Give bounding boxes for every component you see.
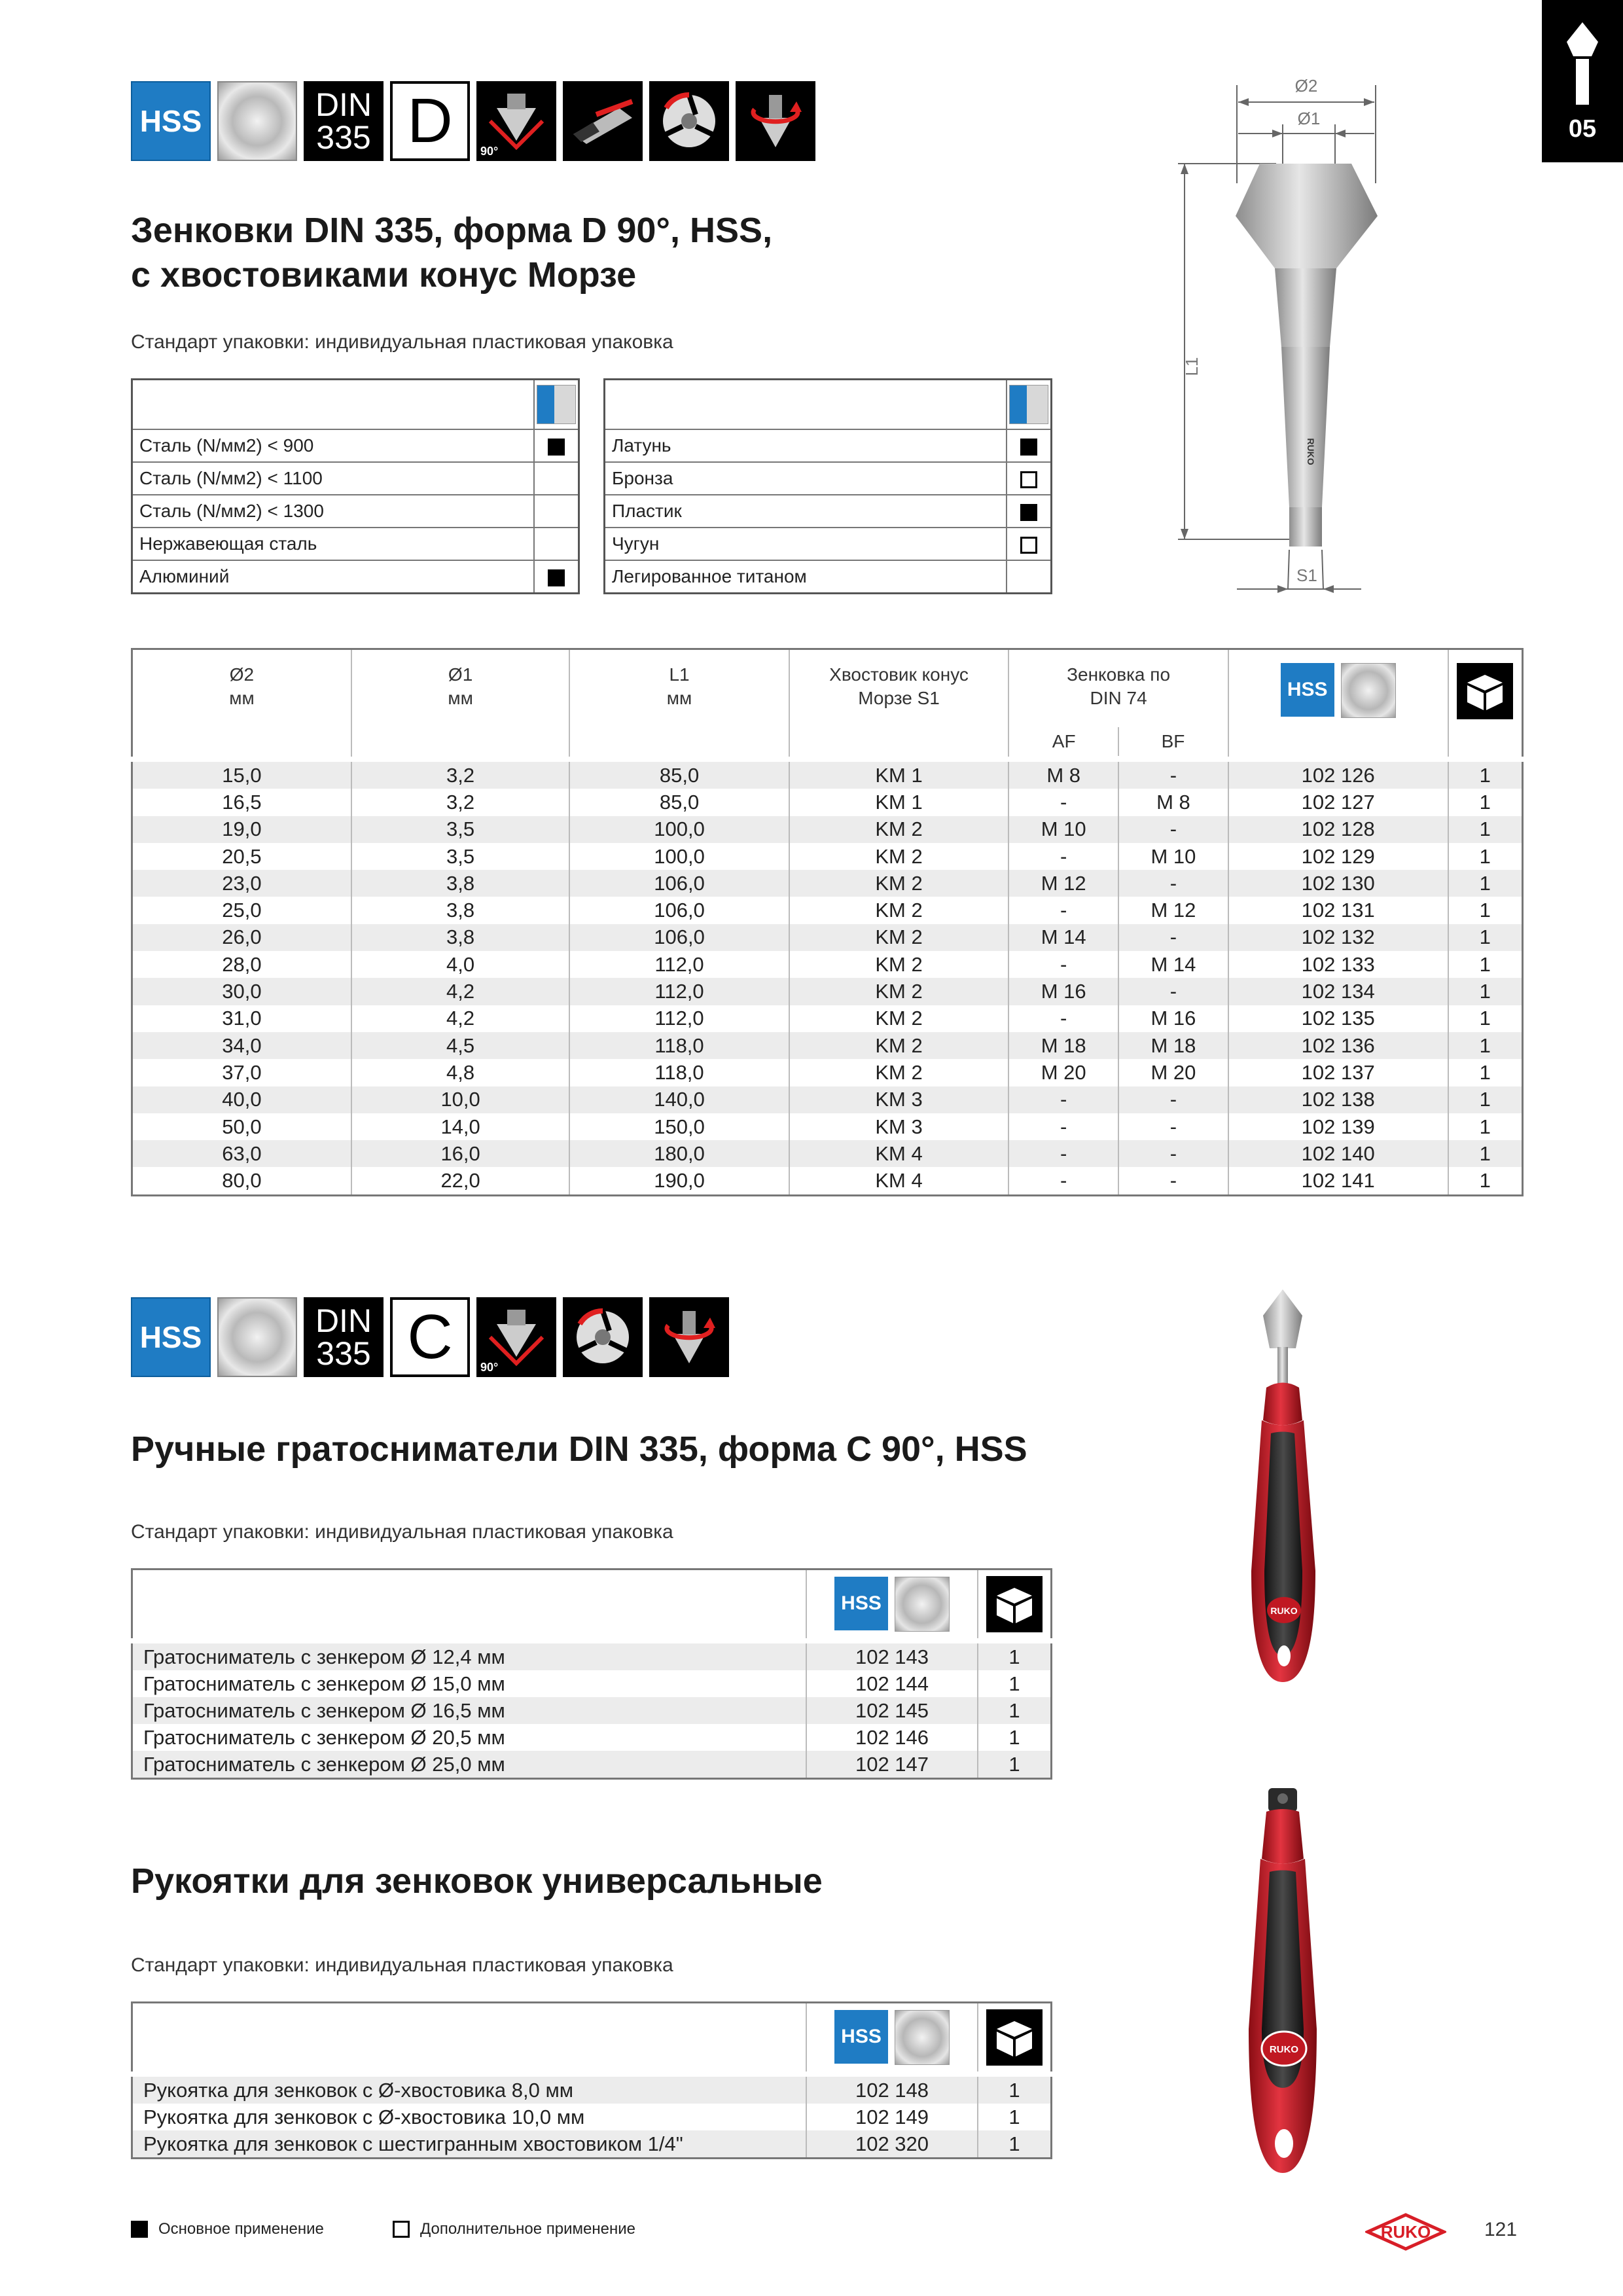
section3-packaging: Стандарт упаковки: индивидуальная пластиковая упаковка [131,1954,673,1976]
table-cell: 1 [1448,1140,1523,1167]
rotation-icon [736,81,815,161]
table-cell: - [1118,759,1228,789]
table-cell: 22,0 [351,1167,569,1195]
brand-marking: RUKO [1306,438,1316,465]
table-cell: - [1008,1113,1118,1140]
table-cell: 30,0 [132,978,351,1005]
table-cell: 102 140 [1228,1140,1448,1167]
l1-label: L1 [1182,357,1202,376]
table-row [132,789,1523,816]
table-cell: 1 [1479,844,1491,868]
table-cell: KM 4 [789,1167,1009,1195]
table-cell: 1 [1479,1169,1491,1193]
table-cell: 102 147 [806,1751,978,1779]
table-cell: 102 144 [806,1670,978,1697]
chapter-tab [1542,0,1623,162]
table-cell: 102 138 [1228,1086,1448,1113]
table-cell: 102 135 [1228,1005,1448,1032]
table-row [132,1167,1523,1195]
col-d2: Ø2 мм [132,649,351,760]
table-row [132,1641,1052,1670]
hss-material-icon [537,385,576,424]
deburrer-photo [1230,1289,1348,1702]
table-cell: 1 [1479,1115,1491,1138]
table-cell: KM 2 [789,951,1009,978]
col-qty [1448,649,1523,760]
col-bf: BF [1161,731,1185,751]
table-cell: 20,5 [132,843,351,870]
table-cell: M 12 [1008,870,1118,897]
table-cell: 1 [1008,1672,1020,1695]
table-cell: - [1008,1005,1118,1032]
table-cell: 102 127 [1228,789,1448,816]
table-cell: 14,0 [351,1113,569,1140]
table-row [132,951,1523,978]
table-cell: Рукоятка для зенковок с шестигранным хвостовиком 1/4" [132,2130,807,2159]
page-number: 121 [1484,2219,1518,2240]
table-cell: M 10 [1008,816,1118,843]
table-cell: 16,0 [351,1140,569,1167]
table-cell: - [1008,951,1118,978]
table-cell: 3,5 [351,816,569,843]
table-cell: 40,0 [132,1086,351,1113]
material-name: Сталь (N/мм2) < 1300 [132,495,534,528]
material-name: Сталь (N/мм2) < 900 [132,429,534,462]
legend-extra: Дополнительное применение [393,2220,635,2238]
table-cell: 1 [1448,816,1523,843]
table-row [132,1113,1523,1140]
din-335-icon: DIN 335 [304,81,383,161]
table-row [132,816,1523,843]
table-cell: - [1008,789,1118,816]
table-cell: - [1118,816,1228,843]
table-row [132,1751,1052,1779]
countersink-spec-table [131,648,1524,1196]
table-row [132,870,1523,897]
material-name: Сталь (N/мм2) < 1100 [132,462,534,495]
table-cell: 4,0 [351,951,569,978]
angle-90-icon: 90° [476,1297,556,1377]
handle-photo [1230,1780,1348,2186]
main-use-mark [548,439,565,456]
table-cell: 1 [1479,952,1491,976]
table-cell: M 16 [1008,978,1118,1005]
table-cell: Гратосниматель с зенкером Ø 15,0 мм [132,1670,807,1697]
table-row [132,759,1523,789]
table-cell: 16,5 [132,789,351,816]
table-cell: 1 [1448,759,1523,789]
table-cell: 100,0 [569,816,789,843]
material-name: Латунь [605,429,1007,462]
table-cell: 1 [1448,1086,1523,1113]
hss-icon: HSS [131,1297,211,1377]
table-cell: 25,0 [132,897,351,924]
table-cell: 106,0 [569,870,789,897]
main-use-mark [1020,504,1037,521]
table-cell: 31,0 [132,1005,351,1032]
table-cell: - [1118,1140,1228,1167]
table-cell: 102 320 [806,2130,978,2159]
table-cell: 26,0 [132,924,351,951]
chapter-number: 05 [1568,115,1597,143]
col-article [1228,649,1448,760]
table-cell: 102 136 [1228,1032,1448,1059]
extra-use-mark [393,2221,410,2238]
material-name: Алюминий [132,560,534,594]
ruko-logo [1365,2212,1446,2251]
table-cell: 1 [1008,2105,1020,2128]
table-cell: Гратосниматель с зенкером Ø 16,5 мм [132,1697,807,1724]
section3-title: Рукоятки для зенковок универсальные [131,1861,823,1901]
table-cell: 150,0 [569,1113,789,1140]
table-cell: 23,0 [132,870,351,897]
table-cell: 1 [1479,1007,1491,1030]
table-cell: 1 [978,1751,1052,1779]
table-cell: Рукоятка для зенковок с Ø-хвостовика 8,0 мм [132,2074,807,2104]
table-cell: 102 126 [1228,759,1448,789]
table-cell: 102 145 [806,1697,978,1724]
metal-finish-icon [1341,663,1396,718]
table-row [132,843,1523,870]
table-cell: 3,2 [351,789,569,816]
table-cell: Гратосниматель с зенкером Ø 12,4 мм [132,1641,807,1670]
section1-title: Зенковки DIN 335, форма D 90°, HSS, с хвостовиками конус Морзе [131,211,773,295]
package-box-icon [1457,663,1513,719]
main-use-mark [1020,439,1037,456]
table-row [132,1724,1052,1751]
table-cell: Гратосниматель с зенкером Ø 25,0 мм [132,1751,807,1779]
table-cell: 28,0 [132,951,351,978]
table-cell: M 8 [1008,759,1118,789]
table-cell: 85,0 [569,759,789,789]
table-cell: 10,0 [351,1086,569,1113]
extra-use-mark [1020,471,1037,488]
table-cell: KM 3 [789,1086,1009,1113]
table-cell: 3,8 [351,924,569,951]
table-cell: M 14 [1118,951,1228,978]
table-cell: M 14 [1008,924,1118,951]
materials-table-right [603,378,1052,594]
table-cell: M 10 [1118,843,1228,870]
d1-label: Ø1 [1297,109,1321,128]
s1-label: S1 [1296,565,1317,585]
table-cell: 190,0 [569,1167,789,1195]
main-use-mark [548,569,565,586]
table-cell: M 8 [1118,789,1228,816]
hss-material-icon [1009,385,1048,424]
table-cell: 112,0 [569,978,789,1005]
table-cell: 102 129 [1228,843,1448,870]
table-row [132,1059,1523,1086]
hss-icon: HSS [834,1577,888,1630]
material-name: Чугун [605,528,1007,560]
table-cell: 118,0 [569,1032,789,1059]
table-cell: 102 132 [1228,924,1448,951]
table-cell: M 18 [1008,1032,1118,1059]
table-cell: 102 137 [1228,1059,1448,1086]
table-row [132,978,1523,1005]
materials-table-left [131,378,580,594]
table-cell: 102 139 [1228,1113,1448,1140]
table-cell: KM 2 [789,843,1009,870]
section1-packaging: Стандарт упаковки: индивидуальная пластиковая упаковка [131,331,673,353]
table-cell: M 16 [1118,1005,1228,1032]
table-cell: 1 [978,2130,1052,2159]
col-l1: L1 мм [569,649,789,760]
table-cell: 1 [1008,1725,1020,1749]
table-cell: - [1008,897,1118,924]
table-cell: 180,0 [569,1140,789,1167]
hss-icon: HSS [834,2010,888,2064]
table-row [132,897,1523,924]
table-cell: KM 1 [789,789,1009,816]
table-cell: 19,0 [132,816,351,843]
table-cell: 3,8 [351,870,569,897]
metal-finish-icon [217,81,297,161]
table-cell: 118,0 [569,1059,789,1086]
extra-use-mark [1020,537,1037,554]
metal-finish-icon [895,2010,950,2065]
table-cell: 140,0 [569,1086,789,1113]
table-cell: 102 143 [806,1641,978,1670]
table-row [132,1670,1052,1697]
feature-icons-2 [131,1297,729,1377]
table-cell: 1 [1448,870,1523,897]
table-row [132,2130,1052,2159]
table-cell: - [1008,1140,1118,1167]
table-cell: 80,0 [132,1167,351,1195]
table-row [132,2104,1052,2130]
table-cell: 102 130 [1228,870,1448,897]
material-name: Легированное титаном [605,560,1007,594]
angle-90-icon: 90° [476,81,556,161]
table-row [132,1005,1523,1032]
table-cell: 102 149 [806,2104,978,2130]
table-cell: 1 [1479,1060,1491,1084]
table-cell: 112,0 [569,951,789,978]
countersink-drawing [1165,72,1387,609]
three-flute-icon [563,1297,643,1377]
table-cell: 102 131 [1228,897,1448,924]
handle-brand: RUKO [1269,2044,1299,2055]
table-cell: 112,0 [569,1005,789,1032]
table-cell: - [1118,978,1228,1005]
table-cell: 4,5 [351,1032,569,1059]
table-cell: 4,8 [351,1059,569,1086]
table-cell: 100,0 [569,843,789,870]
table-cell: 4,2 [351,978,569,1005]
three-flute-icon [649,81,729,161]
table-cell: 106,0 [569,924,789,951]
table-cell: - [1118,1167,1228,1195]
table-cell: - [1118,924,1228,951]
table-cell: KM 2 [789,870,1009,897]
table-cell: KM 2 [789,924,1009,951]
form-letter-icon: C [390,1297,470,1377]
table-cell: KM 1 [789,759,1009,789]
table-cell: M 18 [1118,1032,1228,1059]
rotation-icon [649,1297,729,1377]
table-cell: 1 [1448,978,1523,1005]
table-cell: 1 [978,1697,1052,1724]
col-din74: Зенковка по DIN 74 AF BF [1008,649,1228,760]
table-cell: KM 2 [789,978,1009,1005]
handle-table [131,2001,1052,2159]
table-cell: - [1118,1113,1228,1140]
material-name: Бронза [605,462,1007,495]
hss-icon: HSS [131,81,211,161]
metal-finish-icon [895,1577,950,1632]
table-cell: 3,2 [351,759,569,789]
section2-title: Ручные гратосниматели DIN 335, форма C 90°, HSS [131,1429,1027,1469]
table-cell: 1 [978,1641,1052,1670]
section2-packaging: Стандарт упаковки: индивидуальная пластиковая упаковка [131,1521,673,1543]
material-name: Пластик [605,495,1007,528]
table-cell: 4,2 [351,1005,569,1032]
table-cell: M 12 [1118,897,1228,924]
table-cell: 102 141 [1228,1167,1448,1195]
table-cell: 1 [978,2074,1052,2104]
table-cell: 102 134 [1228,978,1448,1005]
table-cell: 63,0 [132,1140,351,1167]
table-cell: KM 3 [789,1113,1009,1140]
table-cell: 102 133 [1228,951,1448,978]
table-row [132,1032,1523,1059]
handle-brand: RUKO [1270,1605,1298,1616]
table-cell: 85,0 [569,789,789,816]
package-box-icon [986,2009,1043,2066]
deburrer-table [131,1568,1052,1780]
table-cell: - [1118,870,1228,897]
metal-finish-icon [217,1297,297,1377]
table-cell: KM 2 [789,1005,1009,1032]
table-cell: 102 128 [1228,816,1448,843]
table-cell: 1 [1479,790,1491,814]
material-name: Нержавеющая сталь [132,528,534,560]
table-cell: 1 [1448,924,1523,951]
table-cell: Гратосниматель с зенкером Ø 20,5 мм [132,1724,807,1751]
col-shank: Хвостовик конус Морзе S1 [789,649,1009,760]
table-cell: 106,0 [569,897,789,924]
table-cell: - [1008,1167,1118,1195]
table-cell: - [1118,1086,1228,1113]
morse-taper-icon [563,81,643,161]
table-cell: KM 2 [789,897,1009,924]
table-cell: 1 [1448,1032,1523,1059]
table-cell: 3,8 [351,897,569,924]
table-cell: 50,0 [132,1113,351,1140]
table-cell: KM 4 [789,1140,1009,1167]
table-cell: 34,0 [132,1032,351,1059]
table-cell: Рукоятка для зенковок с Ø-хвостовика 10,0 мм [132,2104,807,2130]
legend-main: Основное применение [131,2220,324,2238]
form-letter-icon: D [390,81,470,161]
table-cell: 1 [1479,899,1491,922]
col-af: AF [1010,727,1119,756]
table-row [132,1697,1052,1724]
table-row [132,1140,1523,1167]
d2-label: Ø2 [1294,76,1318,96]
table-cell: M 20 [1008,1059,1118,1086]
table-row [132,2074,1052,2104]
table-cell: 102 148 [806,2074,978,2104]
din-335-icon: DIN 335 [304,1297,383,1377]
table-cell: KM 2 [789,1032,1009,1059]
countersink-icon [1565,22,1599,107]
main-use-mark [131,2221,148,2238]
table-cell: 3,5 [351,843,569,870]
table-cell: - [1008,843,1118,870]
table-cell: KM 2 [789,1059,1009,1086]
table-cell: 15,0 [132,759,351,789]
table-row [132,1086,1523,1113]
table-cell: 102 146 [806,1724,978,1751]
table-cell: - [1008,1086,1118,1113]
table-cell: M 20 [1118,1059,1228,1086]
svg-text:RUKO: RUKO [1380,2222,1431,2242]
table-cell: 37,0 [132,1059,351,1086]
table-cell: KM 2 [789,816,1009,843]
feature-icons [131,81,815,161]
hss-icon: HSS [1281,663,1334,717]
table-row [132,924,1523,951]
col-d1: Ø1 мм [351,649,569,760]
package-box-icon [986,1576,1043,1632]
